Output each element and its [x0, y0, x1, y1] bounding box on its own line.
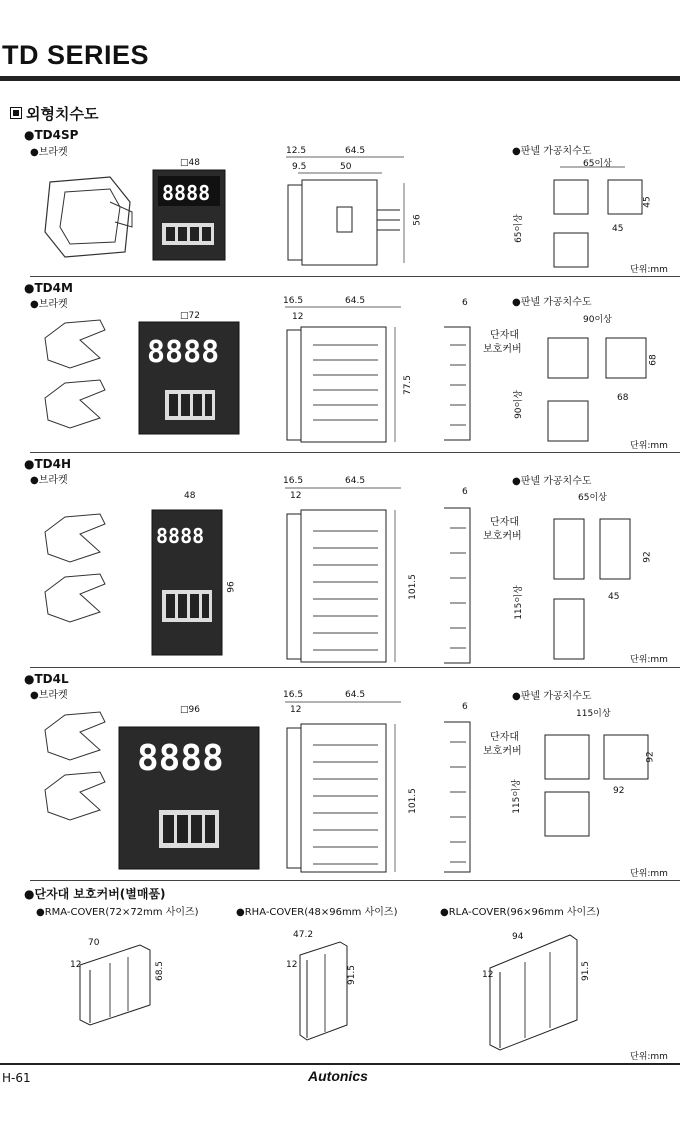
td4sp-dim-e: 56 [412, 214, 423, 226]
td4l-panel-b: 92 [645, 751, 656, 763]
page-number: H-61 [2, 1071, 31, 1085]
td4m-dim-c: 12 [292, 312, 304, 322]
cover-label: 보호커버 [483, 344, 522, 355]
td4h-dim-d: 101.5 [407, 574, 418, 600]
td4h-dim-a: 16.5 [283, 476, 304, 486]
cover-rha-label: ●RHA-COVER(48×96mm 사이즈) [236, 907, 398, 918]
cover-label: 보호커버 [483, 531, 522, 542]
td4l-dim-e: 6 [462, 702, 468, 712]
td4m-panel-drawing [540, 325, 655, 450]
td4sp-side-drawing [282, 155, 412, 265]
model-td4h: ●TD4H [24, 457, 72, 471]
terminal-label: 단자대 [490, 732, 519, 743]
td4l-cover-side-drawing [440, 712, 480, 877]
td4m-dim-e: 6 [462, 298, 468, 308]
svg-text:8888: 8888 [147, 335, 220, 370]
td4sp-front-drawing [150, 168, 230, 263]
td4h-panel-c: 45 [608, 592, 620, 602]
td4h-panel-drawing [540, 505, 655, 665]
cover-rma-dim-h: 68.5 [155, 960, 166, 982]
bracket-label: ●브라켓 [30, 475, 68, 486]
model-td4sp: ●TD4SP [24, 128, 79, 142]
td4l-front-dim: □96 [180, 705, 200, 715]
footer-rule [0, 1063, 680, 1065]
svg-text:8888: 8888 [156, 524, 205, 548]
td4l-panel-d: 115이상 [511, 779, 522, 814]
td4sp-dim-c: 9.5 [292, 162, 307, 172]
td4m-panel-d: 90이상 [513, 390, 524, 419]
cover-rla-dim-d: 12 [482, 970, 494, 980]
td4l-dim-c: 12 [290, 705, 302, 715]
cover-rma-label: ●RMA-COVER(72×72mm 사이즈) [36, 907, 199, 918]
td4l-dim-d: 101.5 [407, 788, 418, 814]
td4m-side-drawing [283, 305, 413, 445]
td4sp-front-dim: □48 [180, 158, 200, 168]
square-bullet-icon [10, 107, 22, 119]
model-td4m: ●TD4M [24, 281, 73, 295]
terminal-label: 단자대 [490, 517, 519, 528]
cover-rla-label: ●RLA-COVER(96×96mm 사이즈) [440, 907, 600, 918]
panel-cut-label: ●판넬 가공치수도 [512, 146, 592, 157]
brand-logo: Autonics [308, 1068, 368, 1084]
separator [30, 667, 680, 668]
td4l-front-drawing [115, 725, 265, 875]
unit-label: 단위:mm [630, 441, 668, 451]
td4h-bracket-drawing [40, 512, 110, 632]
td4sp-panel-d: 65이상 [513, 214, 524, 243]
td4m-front-dim: □72 [180, 311, 200, 321]
cover-rha-dim-d: 12 [286, 960, 298, 970]
cover-rma-dim-w: 70 [88, 938, 100, 948]
td4m-dim-a: 16.5 [283, 296, 304, 306]
unit-label: 단위:mm [630, 869, 668, 879]
covers-title: ●단자대 보호커버(별매품) [24, 887, 166, 901]
td4m-cover-side-drawing [440, 305, 480, 445]
unit-label: 단위:mm [630, 655, 668, 665]
cover-rla-dim-h: 91.5 [581, 960, 592, 982]
td4l-side-drawing [283, 700, 413, 875]
td4l-bracket-drawing [40, 710, 110, 830]
td4m-bracket-drawing [40, 318, 110, 438]
td4h-panel-b: 92 [642, 551, 653, 563]
td4sp-panel-drawing [540, 165, 650, 275]
cover-rha-dim-w: 47.2 [293, 930, 314, 940]
unit-label: 단위:mm [630, 1052, 668, 1062]
td4sp-panel-c: 45 [612, 224, 624, 234]
td4l-dim-a: 16.5 [283, 690, 304, 700]
terminal-label: 단자대 [490, 330, 519, 341]
td4sp-dim-b: 64.5 [345, 146, 366, 156]
td4l-dim-b: 64.5 [345, 690, 366, 700]
unit-label: 단위:mm [630, 265, 668, 275]
bracket-label: ●브라켓 [30, 690, 68, 701]
td4sp-bracket-drawing [40, 172, 135, 262]
panel-cut-label: ●판넬 가공치수도 [512, 476, 592, 487]
separator [30, 880, 680, 881]
td4h-panel-a: 65이상 [578, 493, 607, 503]
bracket-label: ●브라켓 [30, 299, 68, 310]
panel-cut-label: ●판넬 가공치수도 [512, 297, 592, 308]
cover-rha-dim-h: 91.5 [347, 964, 358, 986]
panel-cut-label: ●판넬 가공치수도 [512, 691, 592, 702]
td4m-front-drawing [135, 320, 245, 440]
td4h-front-dim-w: 48 [184, 491, 196, 501]
td4h-cover-side-drawing [440, 498, 480, 668]
td4sp-dim-d: 50 [340, 162, 352, 172]
cover-rha-drawing [285, 930, 358, 1050]
td4m-dim-d: 77.5 [403, 374, 414, 396]
td4m-panel-c: 68 [617, 393, 629, 403]
td4h-panel-d: 115이상 [513, 585, 524, 620]
td4h-dim-e: 6 [462, 487, 468, 497]
separator [30, 452, 680, 453]
td4sp-panel-b: 45 [642, 196, 653, 208]
td4l-panel-a: 115이상 [576, 709, 611, 719]
cover-rma-drawing [60, 935, 160, 1030]
td4l-panel-drawing [540, 720, 655, 845]
td4l-panel-c: 92 [613, 786, 625, 796]
model-td4l: ●TD4L [24, 672, 69, 686]
td4m-dim-b: 64.5 [345, 296, 366, 306]
td4m-panel-b: 68 [648, 354, 659, 366]
td4h-front-drawing [148, 508, 228, 658]
cover-rla-dim-w: 94 [512, 932, 524, 942]
cover-rla-drawing [475, 930, 585, 1055]
section-title [10, 103, 98, 124]
td4m-panel-a: 90이상 [583, 315, 612, 325]
td4h-dim-c: 12 [290, 491, 302, 501]
td4sp-dim-a: 12.5 [286, 146, 307, 156]
bracket-label: ●브라켓 [30, 147, 68, 158]
td4h-dim-b: 64.5 [345, 476, 366, 486]
page-title: TD SERIES [2, 40, 150, 70]
td4h-front-dim-h: 96 [226, 581, 237, 593]
svg-text:8888: 8888 [137, 738, 224, 779]
separator [30, 276, 680, 277]
td4sp-panel-a: 65이상 [583, 159, 612, 169]
td4h-side-drawing [283, 486, 413, 666]
section-title-text: 외형치수도 [26, 105, 99, 123]
title-rule [0, 76, 680, 81]
svg-text:8888: 8888 [162, 181, 211, 205]
cover-label: 보호커버 [483, 746, 522, 757]
cover-rma-dim-d: 12 [70, 960, 82, 970]
